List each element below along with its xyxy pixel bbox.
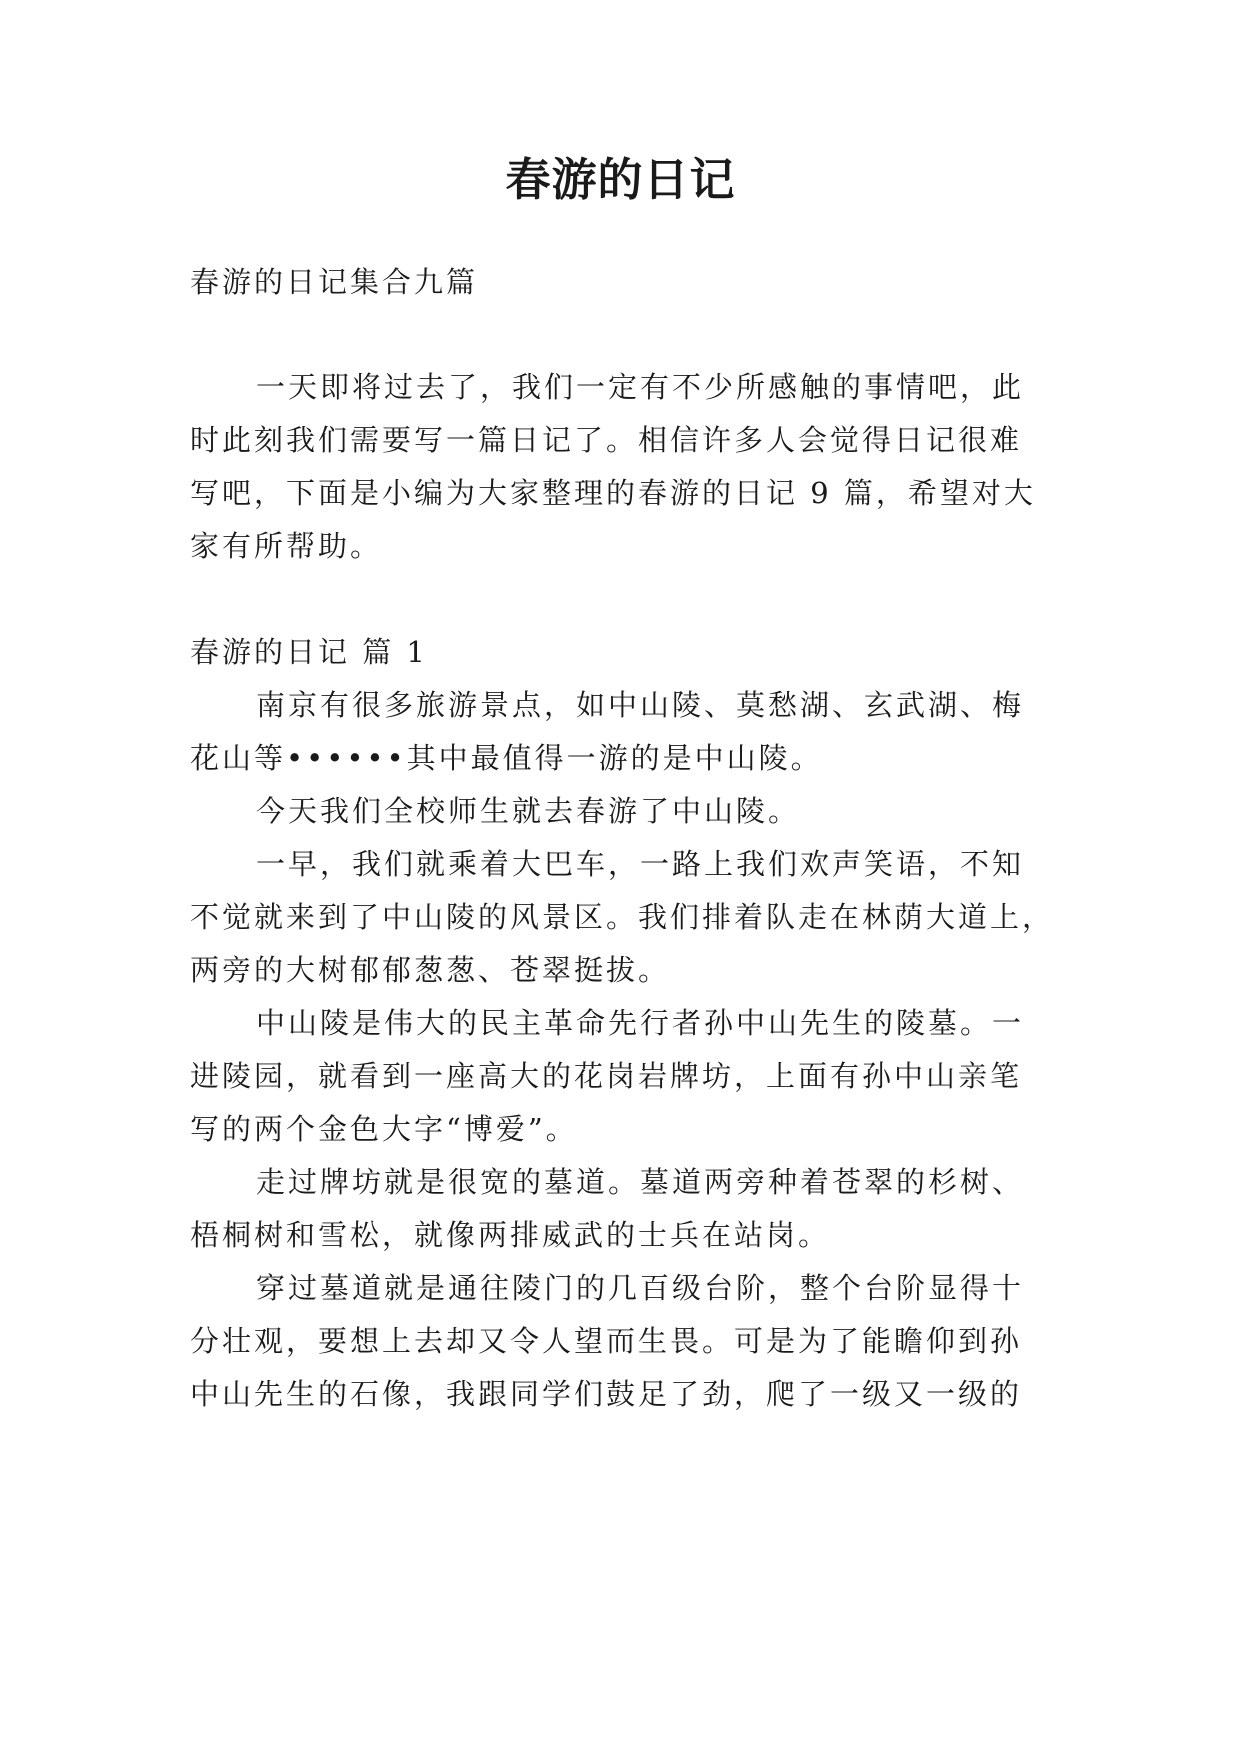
body-line: 分壮观，要想上去却又令人望而生畏。可是为了能瞻仰到孙 (190, 1324, 1023, 1358)
body-line: 穿过墓道就是通往陵门的几百级台阶，整个台阶显得十 (256, 1271, 1025, 1305)
intro-line: 一天即将过去了，我们一定有不少所感触的事情吧，此 (256, 370, 1025, 404)
body-line: 花山等••••••其中最值得一游的是中山陵。 (190, 741, 823, 775)
body-line: 两旁的大树郁郁葱葱、苍翠挺拔。 (190, 953, 671, 987)
body-line: 一早，我们就乘着大巴车，一路上我们欢声笑语，不知 (256, 847, 1025, 881)
body-line: 南京有很多旅游景点，如中山陵、莫愁湖、玄武湖、梅 (256, 688, 1025, 722)
body-line: 走过牌坊就是很宽的墓道。墓道两旁种着苍翠的杉树、 (256, 1165, 1025, 1199)
body-line: 今天我们全校师生就去春游了中山陵。 (256, 794, 801, 828)
document-title: 春游的日记 (505, 153, 736, 206)
body-line: 写的两个金色大字“博爱”。 (190, 1112, 578, 1146)
body-line: 中山先生的石像，我跟同学们鼓足了劲，爬了一级又一级的 (190, 1377, 1023, 1411)
intro-line: 时此刻我们需要写一篇日记了。相信许多人会觉得日记很难 (190, 423, 1023, 457)
body-line: 中山陵是伟大的民主革命先行者孙中山先生的陵墓。一 (256, 1006, 1025, 1040)
intro-line: 家有所帮助。 (190, 529, 383, 563)
body-line: 不觉就来到了中山陵的风景区。我们排着队走在林荫大道上， (190, 900, 1055, 934)
body-line: 梧桐树和雪松，就像两排威武的士兵在站岗。 (190, 1218, 831, 1252)
body-line: 进陵园，就看到一座高大的花岗岩牌坊，上面有孙中山亲笔 (190, 1059, 1023, 1093)
section-heading: 春游的日记 篇 1 (190, 635, 428, 669)
intro-line: 写吧，下面是小编为大家整理的春游的日记 9 篇，希望对大 (190, 476, 1036, 510)
document-subtitle: 春游的日记集合九篇 (190, 265, 479, 299)
